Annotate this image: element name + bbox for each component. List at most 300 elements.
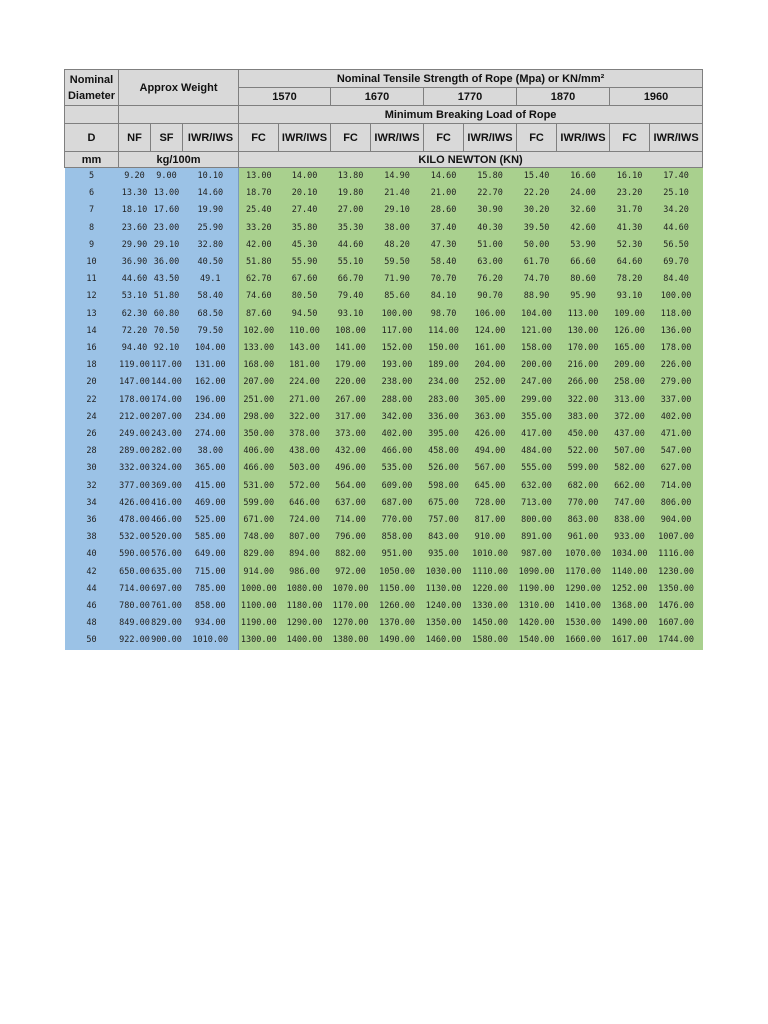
breaking-load-cell: 84.10 (424, 288, 464, 305)
diameter-cell: 46 (65, 598, 119, 615)
weight-cell: 25.90 (183, 220, 239, 237)
breaking-load-cell: 193.00 (371, 357, 424, 374)
diameter-cell: 32 (65, 478, 119, 495)
breaking-load-cell: 40.30 (464, 220, 517, 237)
blank-header-cell (65, 106, 119, 124)
breaking-load-cell: 1170.00 (557, 564, 610, 581)
breaking-load-cell: 1540.00 (517, 632, 557, 649)
breaking-load-cell: 933.00 (610, 529, 650, 546)
breaking-load-cell: 55.10 (331, 254, 371, 271)
col-fc-header: FC (331, 124, 371, 152)
breaking-load-cell: 63.00 (464, 254, 517, 271)
col-iwr-header: IWR/IWS (464, 124, 517, 152)
breaking-load-cell: 13.00 (239, 168, 279, 186)
weight-cell: 162.00 (183, 374, 239, 391)
weight-cell: 9.00 (151, 168, 183, 186)
breaking-load-cell: 35.80 (279, 220, 331, 237)
breaking-load-cell: 972.00 (331, 564, 371, 581)
breaking-load-cell: 114.00 (424, 323, 464, 340)
weight-cell: 174.00 (151, 392, 183, 409)
col-fc-header: FC (239, 124, 279, 152)
table-row (65, 529, 703, 546)
breaking-load-cell: 298.00 (239, 409, 279, 426)
breaking-load-cell: 32.60 (557, 202, 610, 219)
breaking-load-cell: 74.60 (239, 288, 279, 305)
breaking-load-cell: 1140.00 (610, 564, 650, 581)
breaking-load-cell: 224.00 (279, 374, 331, 391)
breaking-load-cell: 572.00 (279, 478, 331, 495)
table-row (65, 581, 703, 598)
approx-weight-header: Approx Weight (119, 70, 239, 106)
weight-cell: 40.50 (183, 254, 239, 271)
breaking-load-cell: 62.70 (239, 271, 279, 288)
weight-cell: 94.40 (119, 340, 151, 357)
weight-cell: 415.00 (183, 478, 239, 495)
breaking-load-cell: 17.40 (650, 168, 703, 186)
breaking-load-cell: 599.00 (557, 460, 610, 477)
breaking-load-cell: 16.60 (557, 168, 610, 186)
breaking-load-cell: 80.50 (279, 288, 331, 305)
breaking-load-cell: 66.70 (331, 271, 371, 288)
breaking-load-cell: 1660.00 (557, 632, 610, 649)
diameter-cell: 9 (65, 237, 119, 254)
breaking-load-cell: 800.00 (517, 512, 557, 529)
breaking-load-cell: 98.70 (424, 306, 464, 323)
breaking-load-cell: 15.80 (464, 168, 517, 186)
table-row (65, 254, 703, 271)
breaking-load-cell: 102.00 (239, 323, 279, 340)
weight-cell: 117.00 (151, 357, 183, 374)
weight-cell: 207.00 (151, 409, 183, 426)
breaking-load-cell: 45.30 (279, 237, 331, 254)
weight-cell: 289.00 (119, 443, 151, 460)
breaking-load-cell: 675.00 (424, 495, 464, 512)
weight-cell: 934.00 (183, 615, 239, 632)
breaking-load-cell: 1370.00 (371, 615, 424, 632)
breaking-load-cell: 1580.00 (464, 632, 517, 649)
diameter-cell: 18 (65, 357, 119, 374)
diameter-cell: 13 (65, 306, 119, 323)
breaking-load-cell: 267.00 (331, 392, 371, 409)
weight-cell: 36.90 (119, 254, 151, 271)
breaking-load-cell: 136.00 (650, 323, 703, 340)
breaking-load-cell: 42.60 (557, 220, 610, 237)
breaking-load-cell: 27.00 (331, 202, 371, 219)
breaking-load-cell: 76.20 (464, 271, 517, 288)
table-row (65, 478, 703, 495)
breaking-load-cell: 252.00 (464, 374, 517, 391)
breaking-load-cell: 342.00 (371, 409, 424, 426)
breaking-load-cell: 85.60 (371, 288, 424, 305)
weight-cell: 58.40 (183, 288, 239, 305)
breaking-load-cell: 22.20 (517, 185, 557, 202)
breaking-load-cell: 372.00 (610, 409, 650, 426)
weight-cell: 9.20 (119, 168, 151, 186)
table-row (65, 598, 703, 615)
breaking-load-cell: 178.00 (650, 340, 703, 357)
weight-cell: 23.00 (151, 220, 183, 237)
breaking-load-cell: 496.00 (331, 460, 371, 477)
breaking-load-cell: 714.00 (331, 512, 371, 529)
diameter-cell: 10 (65, 254, 119, 271)
weight-cell: 29.90 (119, 237, 151, 254)
breaking-load-cell: 843.00 (424, 529, 464, 546)
breaking-load-cell: 106.00 (464, 306, 517, 323)
weight-cell: 119.00 (119, 357, 151, 374)
weight-cell: 466.00 (151, 512, 183, 529)
breaking-load-cell: 1080.00 (279, 581, 331, 598)
weight-cell: 144.00 (151, 374, 183, 391)
col-fc-header: FC (424, 124, 464, 152)
breaking-load-cell: 1490.00 (610, 615, 650, 632)
breaking-load-cell: 168.00 (239, 357, 279, 374)
breaking-load-cell: 951.00 (371, 546, 424, 563)
table-row (65, 306, 703, 323)
breaking-load-cell: 682.00 (557, 478, 610, 495)
breaking-load-cell: 1410.00 (557, 598, 610, 615)
diameter-cell: 38 (65, 529, 119, 546)
breaking-load-cell: 313.00 (610, 392, 650, 409)
breaking-load-cell: 555.00 (517, 460, 557, 477)
breaking-load-cell: 1530.00 (557, 615, 610, 632)
breaking-load-cell: 987.00 (517, 546, 557, 563)
table-row (65, 185, 703, 202)
breaking-load-cell: 15.40 (517, 168, 557, 186)
table-row (65, 409, 703, 426)
breaking-load-cell: 637.00 (331, 495, 371, 512)
breaking-load-cell: 426.00 (464, 426, 517, 443)
table-row (65, 426, 703, 443)
breaking-load-cell: 1310.00 (517, 598, 557, 615)
breaking-load-cell: 44.60 (331, 237, 371, 254)
breaking-load-cell: 158.00 (517, 340, 557, 357)
breaking-load-cell: 1190.00 (239, 615, 279, 632)
weight-cell: 249.00 (119, 426, 151, 443)
breaking-load-cell: 59.50 (371, 254, 424, 271)
breaking-load-cell: 66.60 (557, 254, 610, 271)
weight-cell: 900.00 (151, 632, 183, 649)
breaking-load-cell: 961.00 (557, 529, 610, 546)
weight-cell: 62.30 (119, 306, 151, 323)
breaking-load-cell: 21.00 (424, 185, 464, 202)
breaking-load-cell: 437.00 (610, 426, 650, 443)
breaking-load-cell: 1170.00 (331, 598, 371, 615)
breaking-load-cell: 141.00 (331, 340, 371, 357)
table-header (65, 70, 703, 168)
weight-cell: 68.50 (183, 306, 239, 323)
breaking-load-cell: 117.00 (371, 323, 424, 340)
weight-cell: 38.00 (183, 443, 239, 460)
breaking-load-cell: 806.00 (650, 495, 703, 512)
weight-cell: 17.60 (151, 202, 183, 219)
breaking-load-cell: 322.00 (279, 409, 331, 426)
breaking-load-cell: 317.00 (331, 409, 371, 426)
breaking-load-cell: 1110.00 (464, 564, 517, 581)
weight-cell: 324.00 (151, 460, 183, 477)
weight-cell: 72.20 (119, 323, 151, 340)
breaking-load-cell: 109.00 (610, 306, 650, 323)
weight-cell: 23.60 (119, 220, 151, 237)
breaking-load-cell: 80.60 (557, 271, 610, 288)
breaking-load-cell: 1010.00 (464, 546, 517, 563)
weight-cell: 32.80 (183, 237, 239, 254)
tensile-strength-header: Nominal Tensile Strength of Rope (Mpa) or KN/mm² (239, 70, 703, 88)
breaking-load-cell: 266.00 (557, 374, 610, 391)
breaking-load-cell: 494.00 (464, 443, 517, 460)
breaking-load-cell: 322.00 (557, 392, 610, 409)
breaking-load-cell: 724.00 (279, 512, 331, 529)
breaking-load-cell: 1460.00 (424, 632, 464, 649)
breaking-load-cell: 100.00 (371, 306, 424, 323)
breaking-load-cell: 507.00 (610, 443, 650, 460)
breaking-load-cell: 283.00 (424, 392, 464, 409)
weight-cell: 576.00 (151, 546, 183, 563)
breaking-load-cell: 69.70 (650, 254, 703, 271)
breaking-load-cell: 757.00 (424, 512, 464, 529)
breaking-load-cell: 14.00 (279, 168, 331, 186)
breaking-load-cell: 209.00 (610, 357, 650, 374)
weight-cell: 92.10 (151, 340, 183, 357)
breaking-load-cell: 535.00 (371, 460, 424, 477)
breaking-load-cell: 713.00 (517, 495, 557, 512)
breaking-load-cell: 838.00 (610, 512, 650, 529)
col-iwr-header: IWR/IWS (183, 124, 239, 152)
breaking-load-cell: 748.00 (239, 529, 279, 546)
breaking-load-cell: 1260.00 (371, 598, 424, 615)
breaking-load-cell: 1450.00 (464, 615, 517, 632)
breaking-load-cell: 189.00 (424, 357, 464, 374)
weight-cell: 131.00 (183, 357, 239, 374)
table-row (65, 288, 703, 305)
min-breaking-load-header: Minimum Breaking Load of Rope (239, 106, 703, 124)
col-d-header: D (65, 124, 119, 152)
breaking-load-cell: 817.00 (464, 512, 517, 529)
breaking-load-cell: 1270.00 (331, 615, 371, 632)
breaking-load-cell: 39.50 (517, 220, 557, 237)
breaking-load-cell: 67.60 (279, 271, 331, 288)
breaking-load-cell: 714.00 (650, 478, 703, 495)
breaking-load-cell: 251.00 (239, 392, 279, 409)
breaking-load-cell: 1034.00 (610, 546, 650, 563)
weight-cell: 147.00 (119, 374, 151, 391)
table-row (65, 340, 703, 357)
breaking-load-cell: 891.00 (517, 529, 557, 546)
breaking-load-cell: 22.70 (464, 185, 517, 202)
breaking-load-cell: 484.00 (517, 443, 557, 460)
breaking-load-cell: 1070.00 (331, 581, 371, 598)
breaking-load-cell: 599.00 (239, 495, 279, 512)
breaking-load-cell: 207.00 (239, 374, 279, 391)
weight-cell: 532.00 (119, 529, 151, 546)
breaking-load-cell: 645.00 (464, 478, 517, 495)
col-fc-header: FC (517, 124, 557, 152)
diameter-cell: 30 (65, 460, 119, 477)
breaking-load-cell: 547.00 (650, 443, 703, 460)
rope-strength-table (64, 69, 703, 650)
breaking-load-cell: 51.80 (239, 254, 279, 271)
breaking-load-cell: 113.00 (557, 306, 610, 323)
breaking-load-cell: 1070.00 (557, 546, 610, 563)
weight-cell: 70.50 (151, 323, 183, 340)
breaking-load-cell: 20.10 (279, 185, 331, 202)
breaking-load-cell: 18.70 (239, 185, 279, 202)
breaking-load-cell: 336.00 (424, 409, 464, 426)
breaking-load-cell: 671.00 (239, 512, 279, 529)
breaking-load-cell: 355.00 (517, 409, 557, 426)
breaking-load-cell: 609.00 (371, 478, 424, 495)
weight-cell: 697.00 (151, 581, 183, 598)
unit-weight-header: kg/100m (119, 152, 239, 168)
weight-cell: 44.60 (119, 271, 151, 288)
breaking-load-cell: 133.00 (239, 340, 279, 357)
breaking-load-cell: 1100.00 (239, 598, 279, 615)
table-row (65, 632, 703, 649)
breaking-load-cell: 21.40 (371, 185, 424, 202)
breaking-load-cell: 378.00 (279, 426, 331, 443)
breaking-load-cell: 1252.00 (610, 581, 650, 598)
breaking-load-cell: 161.00 (464, 340, 517, 357)
table-row (65, 220, 703, 237)
weight-cell: 714.00 (119, 581, 151, 598)
breaking-load-cell: 662.00 (610, 478, 650, 495)
weight-cell: 922.00 (119, 632, 151, 649)
breaking-load-cell: 165.00 (610, 340, 650, 357)
grade-1770-header: 1770 (424, 88, 517, 106)
breaking-load-cell: 110.00 (279, 323, 331, 340)
breaking-load-cell: 271.00 (279, 392, 331, 409)
breaking-load-cell: 1420.00 (517, 615, 557, 632)
breaking-load-cell: 882.00 (331, 546, 371, 563)
breaking-load-cell: 406.00 (239, 443, 279, 460)
breaking-load-cell: 1000.00 (239, 581, 279, 598)
weight-cell: 416.00 (151, 495, 183, 512)
weight-cell: 243.00 (151, 426, 183, 443)
weight-cell: 332.00 (119, 460, 151, 477)
breaking-load-cell: 19.80 (331, 185, 371, 202)
breaking-load-cell: 829.00 (239, 546, 279, 563)
breaking-load-cell: 1350.00 (650, 581, 703, 598)
breaking-load-cell: 395.00 (424, 426, 464, 443)
weight-cell: 274.00 (183, 426, 239, 443)
weight-cell: 18.10 (119, 202, 151, 219)
unit-load-header: KILO NEWTON (KN) (239, 152, 703, 168)
breaking-load-cell: 124.00 (464, 323, 517, 340)
breaking-load-cell: 1220.00 (464, 581, 517, 598)
diameter-cell: 48 (65, 615, 119, 632)
rope-strength-table-container (64, 69, 702, 650)
breaking-load-cell: 258.00 (610, 374, 650, 391)
breaking-load-cell: 471.00 (650, 426, 703, 443)
breaking-load-cell: 104.00 (517, 306, 557, 323)
weight-cell: 53.10 (119, 288, 151, 305)
breaking-load-cell: 1240.00 (424, 598, 464, 615)
breaking-load-cell: 29.10 (371, 202, 424, 219)
table-row (65, 512, 703, 529)
breaking-load-cell: 204.00 (464, 357, 517, 374)
breaking-load-cell: 466.00 (239, 460, 279, 477)
diameter-cell: 20 (65, 374, 119, 391)
weight-cell: 60.80 (151, 306, 183, 323)
weight-cell: 369.00 (151, 478, 183, 495)
breaking-load-cell: 417.00 (517, 426, 557, 443)
weight-cell: 849.00 (119, 615, 151, 632)
breaking-load-cell: 14.60 (424, 168, 464, 186)
table-row (65, 564, 703, 581)
diameter-cell: 44 (65, 581, 119, 598)
breaking-load-cell: 31.70 (610, 202, 650, 219)
breaking-load-cell: 200.00 (517, 357, 557, 374)
diameter-cell: 28 (65, 443, 119, 460)
weight-cell: 212.00 (119, 409, 151, 426)
weight-cell: 234.00 (183, 409, 239, 426)
breaking-load-cell: 1116.00 (650, 546, 703, 563)
breaking-load-cell: 1490.00 (371, 632, 424, 649)
breaking-load-cell: 118.00 (650, 306, 703, 323)
weight-cell: 649.00 (183, 546, 239, 563)
breaking-load-cell: 1350.00 (424, 615, 464, 632)
breaking-load-cell: 38.00 (371, 220, 424, 237)
grade-1670-header: 1670 (331, 88, 424, 106)
weight-cell: 377.00 (119, 478, 151, 495)
weight-cell: 104.00 (183, 340, 239, 357)
diameter-cell: 40 (65, 546, 119, 563)
weight-cell: 525.00 (183, 512, 239, 529)
weight-cell: 469.00 (183, 495, 239, 512)
breaking-load-cell: 179.00 (331, 357, 371, 374)
table-row (65, 495, 703, 512)
weight-cell: 635.00 (151, 564, 183, 581)
breaking-load-cell: 1090.00 (517, 564, 557, 581)
breaking-load-cell: 170.00 (557, 340, 610, 357)
col-nf-header: NF (119, 124, 151, 152)
breaking-load-cell: 1617.00 (610, 632, 650, 649)
table-row (65, 168, 703, 186)
breaking-load-cell: 1368.00 (610, 598, 650, 615)
breaking-load-cell: 728.00 (464, 495, 517, 512)
breaking-load-cell: 305.00 (464, 392, 517, 409)
blank-header-cell (119, 106, 239, 124)
table-row (65, 460, 703, 477)
breaking-load-cell: 25.40 (239, 202, 279, 219)
breaking-load-cell: 108.00 (331, 323, 371, 340)
breaking-load-cell: 858.00 (371, 529, 424, 546)
breaking-load-cell: 37.40 (424, 220, 464, 237)
breaking-load-cell: 567.00 (464, 460, 517, 477)
breaking-load-cell: 50.00 (517, 237, 557, 254)
breaking-load-cell: 181.00 (279, 357, 331, 374)
breaking-load-cell: 93.10 (331, 306, 371, 323)
breaking-load-cell: 41.30 (610, 220, 650, 237)
grade-1870-header: 1870 (517, 88, 610, 106)
breaking-load-cell: 796.00 (331, 529, 371, 546)
weight-cell: 650.00 (119, 564, 151, 581)
breaking-load-cell: 1230.00 (650, 564, 703, 581)
weight-cell: 79.50 (183, 323, 239, 340)
breaking-load-cell: 1330.00 (464, 598, 517, 615)
breaking-load-cell: 632.00 (517, 478, 557, 495)
weight-cell: 49.1 (183, 271, 239, 288)
col-fc-header: FC (610, 124, 650, 152)
diameter-cell: 8 (65, 220, 119, 237)
breaking-load-cell: 30.90 (464, 202, 517, 219)
breaking-load-cell: 35.30 (331, 220, 371, 237)
diameter-cell: 12 (65, 288, 119, 305)
breaking-load-cell: 1476.00 (650, 598, 703, 615)
breaking-load-cell: 1290.00 (557, 581, 610, 598)
breaking-load-cell: 904.00 (650, 512, 703, 529)
breaking-load-cell: 458.00 (424, 443, 464, 460)
weight-cell: 36.00 (151, 254, 183, 271)
